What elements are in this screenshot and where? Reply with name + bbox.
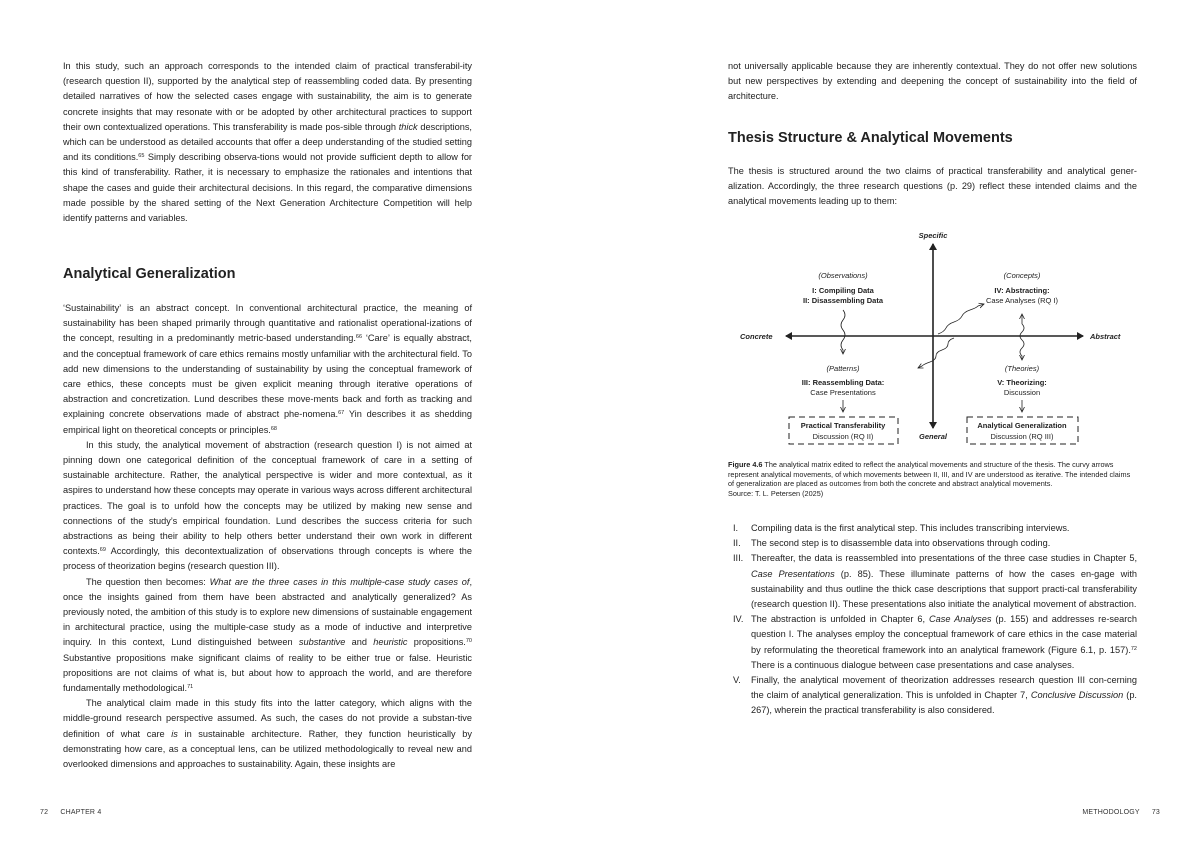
caption-label: Figure 4.6 xyxy=(728,460,763,469)
right-page xyxy=(600,0,1200,849)
text-run: (p. 267), wherein the practical transferability is also considered. xyxy=(751,690,1137,716)
text-run: The second step is to disassemble data into observations through coding. xyxy=(751,538,1051,549)
quadrant-concepts-label: (Concepts) xyxy=(1003,271,1041,280)
quadrant-patterns-sub: Case Presentations xyxy=(810,388,876,397)
quadrant-concepts-step: IV: Abstracting: xyxy=(994,286,1050,295)
footnote-ref-65[interactable]: 65 xyxy=(138,153,145,160)
heading-text: Analytical Generalization xyxy=(63,266,236,282)
emphasis: thick xyxy=(398,121,418,132)
heading-text: Thesis Structure & Analytical Movements xyxy=(728,130,1013,146)
list-number: I. xyxy=(733,523,739,533)
text-run: and xyxy=(345,637,374,648)
emphasis: heuristic xyxy=(373,637,408,648)
curvy-arrow-observations-to-patterns xyxy=(841,310,845,354)
text-run: (p. 85). These illuminate patterns of how the cases en-gage with sustainability and thus outline the thick case descriptions that support practi-cal transferability (research question II). These presentations also initiate the analytical movement of abstraction. xyxy=(751,568,1137,610)
list-number: V. xyxy=(733,675,741,686)
quadrant-patterns-step: III: Reassembling Data: xyxy=(801,378,885,387)
text-run: , once the insights gained from them have been abstracted and analytically generalized? As previously noted, the ambition of this study is to explore new dimensions of sustainable engagement in architectural practice, using the multiple-case study as a mode of inductive and interpretive inquiry. In this context, Lund distinguished between xyxy=(63,576,472,648)
emphasis: is xyxy=(171,728,178,739)
analytical-steps-list xyxy=(728,521,1137,719)
running-footer-chapter: CHAPTER 4 xyxy=(60,809,102,816)
text-run: ‘Care’ is equally abstract, and the conceptual framework of care ethics remains mostly unfamiliar with the architectural field. To add new dimensions to the understanding of sustainability by using the conceptual framework of care ethics, these concepts must be given explicit meaning through iterative operations of abstraction and concretization. Lund describes these move-ments back and forth as tracking and explaining concrete observations made of abstract phe-nomena. xyxy=(63,333,472,420)
text-run: Thereafter, the data is reassembled into presentations of the three case studies in Chapter 5, xyxy=(751,553,1137,564)
text-run: The analytical claim made in this study fits into the latter category, which aligns with the middle-ground research perspective assumed. As such, the cases do not provide a substan-tive definition of what care xyxy=(63,698,472,739)
running-footer-chapter: METHODOLOGY xyxy=(1082,809,1140,816)
curvy-arrow-toward-concrete xyxy=(918,338,954,368)
caption-text: The analytical matrix edited to reflect the analytical movements and structure of the thesis. The curvy arrows represent analytical movements, of which movements between II, III, and IV are understood as iterative. The intended claims of generalization are placed as outcomes from both the concrete and abstract analytical movements. xyxy=(728,460,1131,488)
quadrant-theories-label: (Theories) xyxy=(1004,364,1040,373)
text-run: Yin describes it as shedding empirical light on theoretical concepts or principles. xyxy=(63,409,472,435)
list-number: III. xyxy=(733,553,744,564)
text-run: not universally applicable because they are inherently contextual. They do not offer new solutions but new perspectives by extending and deepening the concept of sustainability into the field of architecture. xyxy=(728,61,1137,102)
page-number: 73 xyxy=(1151,809,1160,816)
emphasis: substantive xyxy=(298,637,346,648)
emphasis: Conclusive Discussion xyxy=(1030,690,1124,701)
text-run: Accordingly, this decontextualization of observations through concepts is where the process of theorization begins (research question III). xyxy=(63,546,472,572)
text-run: in sustainable architecture. Rather, they function heuristically by demonstrating how care, as a conceptual lens, can be utilized methodologically to reveal new and overlooked dimensions and approaches to sustainability. Again, these insights are xyxy=(63,728,472,770)
emphasis: Case Presentations xyxy=(751,568,835,579)
text-run: ‘Sustainability’ is an abstract concept. In conventional architectural practice, the meaning of sustainability has been shaped primarily through quantitative and rationalist operational-izations of the concept, resulting in a predominantly metric-based understanding. xyxy=(63,303,472,344)
right-paragraph-1 xyxy=(728,59,1137,105)
caption-source: Source: T. L. Petersen (2025) xyxy=(728,488,824,498)
list-item xyxy=(728,612,1137,673)
text-run: In this study, the analytical movement of abstraction (research question I) is not aimed at pinning down one categorical definition of the conceptual framework of care in a setting of sustainable architecture. Rather, the analytical perspective is wider and more contextual, as it aspires to understand how these concepts may operate in various ways across different architectural practices. The goal is to unfold how the concepts may be utilized by making new sense and connections of the study’s empirical foundation. Lund describes the success criteria for such abstractions as being their ability to help others better understand their own work in different contexts. xyxy=(63,439,472,557)
left-paragraph-3 xyxy=(63,438,472,575)
footnote-ref-70[interactable]: 70 xyxy=(465,638,472,645)
list-item xyxy=(728,551,1137,612)
curvy-arrow-toward-abstract xyxy=(938,304,984,334)
text-run: descriptions, which can be understood as detailed accounts that offer a deep understanding of the studied setting and its conditions. xyxy=(63,121,472,163)
left-paragraph-2 xyxy=(63,301,472,438)
axis-label-specific: Specific xyxy=(918,231,948,240)
quadrant-observations-label: (Observations) xyxy=(818,271,868,280)
list-number: II. xyxy=(733,538,741,549)
quadrant-theories-step: V: Theorizing: xyxy=(997,378,1047,387)
text-run: Compiling data is the first analytical step. This includes transcribing interviews. xyxy=(751,523,1070,533)
box-practical-transferability-sub: Discussion (RQ II) xyxy=(812,432,874,441)
quadrant-concepts-sub: Case Analyses (RQ I) xyxy=(985,296,1059,305)
footnote-ref-72[interactable]: 72 xyxy=(1130,645,1137,652)
quadrant-patterns-label: (Patterns) xyxy=(826,364,860,373)
list-item xyxy=(728,536,1137,551)
emphasis: Case Analyses xyxy=(929,614,992,625)
quadrant-theories-sub: Discussion xyxy=(1003,388,1041,397)
text-run: In this study, such an approach corresponds to the intended claim of practical transferabil-ity (research question II), supported by the analytical step of reassembling coded data. By presenting detailed narratives of how the selected cases engage with sustainability, the aim is to generate concrete insights that may resonate with or be adopted by other architectural practices to support their own contextualized operations. This transferability is made pos-sible through xyxy=(63,61,472,132)
left-body xyxy=(63,301,472,772)
footnote-ref-66[interactable]: 66 xyxy=(355,334,363,341)
section-heading-analytical-generalization xyxy=(63,266,472,282)
text-run: The abstraction is unfolded in Chapter 6, xyxy=(751,614,930,625)
axis-label-general: General xyxy=(919,432,947,441)
quadrant-observations-step1: I: Compiling Data xyxy=(812,286,874,295)
left-paragraph-5 xyxy=(63,696,472,772)
text-run: Substantive propositions make significant claims of reality to be either true or false. Heuristic propositions are not claims of what is, but about how to approach the world, and are therefore fundamentally methodological. xyxy=(63,652,472,694)
section-heading-thesis-structure xyxy=(728,130,1137,146)
list-item xyxy=(728,521,1137,536)
text-run: Finally, the analytical movement of theorization addresses research question III con-cerning the claim of analytical generalization. This is unfolded in Chapter 7, xyxy=(751,675,1137,701)
box-practical-transferability-title: Practical Transferability xyxy=(800,421,886,430)
footnote-ref-67[interactable]: 67 xyxy=(338,410,345,417)
text-run: The thesis is structured around the two claims of practical transferability and analytical gener-alization. Accordingly, the three research questions (p. 29) reflect these intended claims and the analytical movements leading up to them: xyxy=(728,166,1137,207)
footer-left xyxy=(40,809,101,816)
quadrant-observations-step2: II: Disassembling Data xyxy=(802,296,884,305)
box-analytical-generalization-title: Analytical Generalization xyxy=(977,421,1067,430)
figure-caption xyxy=(728,460,1137,498)
footnote-ref-68[interactable]: 68 xyxy=(270,425,277,432)
text-run: There is a continuous dialogue between case presentations and case analyses. xyxy=(751,659,1075,670)
left-paragraph-4 xyxy=(63,575,472,697)
axis-label-concrete: Concrete xyxy=(740,332,773,341)
list-item xyxy=(728,673,1137,719)
footnote-ref-69[interactable]: 69 xyxy=(99,547,106,554)
footer-right xyxy=(1082,809,1160,816)
text-run: (p. 155) and addresses re-search question I. The analyses employ the conceptual framework of care ethics in the case material by reformulating the theoretical framework into an analytical framework (Figure 6.1, p. 157). xyxy=(751,614,1137,655)
curvy-arrow-concepts-to-theories xyxy=(1020,324,1024,360)
text-run: propositions. xyxy=(407,637,466,648)
emphasis: What are the three cases in this multiple-case study cases of xyxy=(209,576,470,587)
axis-label-abstract: Abstract xyxy=(1090,332,1121,341)
footnote-ref-71[interactable]: 71 xyxy=(187,684,194,691)
text-run: Simply describing observa-tions would not provide sufficient depth to allow for this kind of transferability. Rather, it is necessary to emphasize the rationales and intentions that shape the cases and guide their architectural decisions. In this regard, the comparative dimensions made possible by the shared setting of the Next Generation Architecture Competition will help identify patterns and variables. xyxy=(63,152,472,224)
left-paragraph-1 xyxy=(63,59,472,226)
page-number: 72 xyxy=(40,809,49,816)
text-run: The question then becomes: xyxy=(86,576,210,587)
analytical-matrix-figure xyxy=(728,226,1137,454)
list-number: IV. xyxy=(733,614,744,625)
box-analytical-generalization-sub: Discussion (RQ III) xyxy=(990,432,1054,441)
right-paragraph-2 xyxy=(728,164,1137,210)
